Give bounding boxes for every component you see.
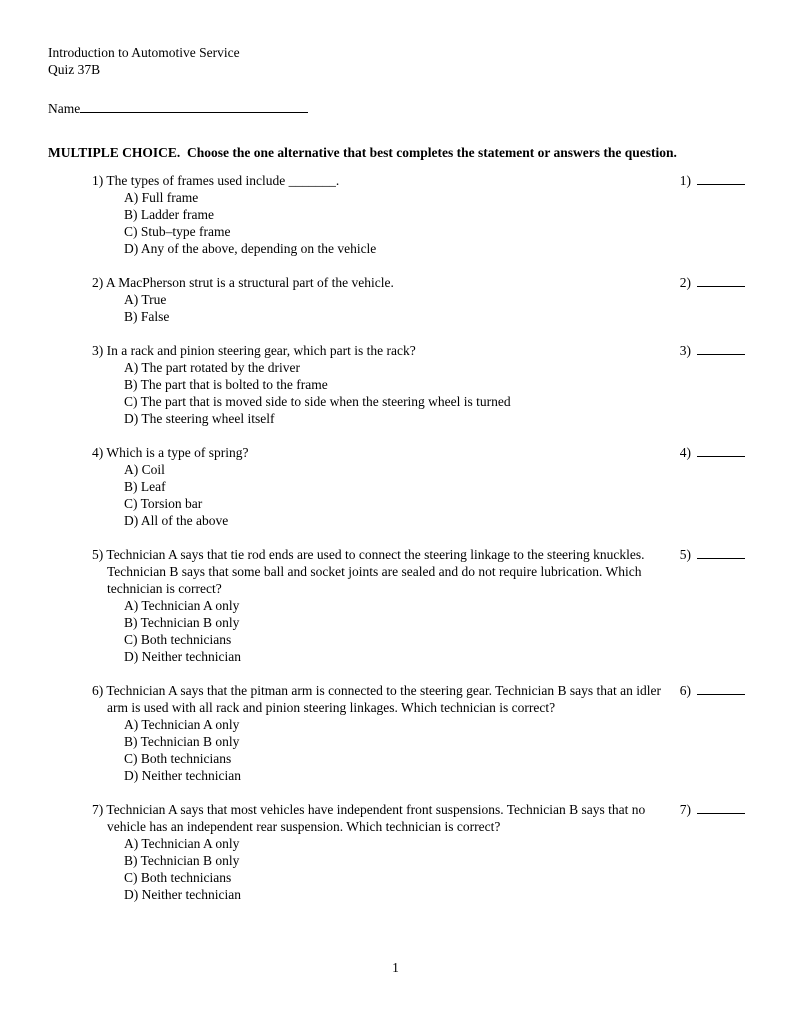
choice: C) The part that is moved side to side when the steering wheel is turned xyxy=(124,394,511,409)
choice: B) Leaf xyxy=(124,479,166,494)
answer-blank-line xyxy=(697,274,745,287)
answer-slot-1 xyxy=(680,172,745,189)
question-number: 2) xyxy=(92,275,104,290)
answer-slot-3 xyxy=(680,342,745,359)
question-4-choices xyxy=(124,461,668,529)
question-text: Technician A says that the pitman arm is connected to the steering gear. Technician B says that an idler arm is used with all rack and pinion steering linkages. Which technician is correct? xyxy=(106,683,661,715)
question-3 xyxy=(92,342,745,427)
choice: D) Neither technician xyxy=(124,768,241,783)
question-stem xyxy=(92,682,668,716)
question-number: 1) xyxy=(92,173,104,188)
choice: D) Neither technician xyxy=(124,649,241,664)
choice: A) True xyxy=(124,292,167,307)
question-1 xyxy=(92,172,745,257)
question-3-body xyxy=(92,342,668,427)
answer-slot-2 xyxy=(680,274,745,291)
question-number: 5) xyxy=(92,547,104,562)
question-6 xyxy=(92,682,745,784)
choice: A) Technician A only xyxy=(124,836,240,851)
question-text: Which is a type of spring? xyxy=(106,445,249,460)
choice: C) Both technicians xyxy=(124,632,232,647)
choice: B) False xyxy=(124,309,170,324)
answer-number: 5) xyxy=(679,547,691,562)
choice: A) Technician A only xyxy=(124,598,240,613)
choice: B) Ladder frame xyxy=(124,207,214,222)
question-2-body xyxy=(92,274,668,325)
choice: B) Technician B only xyxy=(124,615,240,630)
quiz-title: Quiz 37B xyxy=(48,62,101,77)
question-5-body xyxy=(92,546,668,665)
choice: A) Technician A only xyxy=(124,717,240,732)
name-row xyxy=(48,100,745,117)
question-1-body xyxy=(92,172,668,257)
choice: A) Coil xyxy=(124,462,165,477)
question-number: 7) xyxy=(92,802,104,817)
choice: D) The steering wheel itself xyxy=(124,411,275,426)
answer-number: 7) xyxy=(679,802,691,817)
choice: C) Torsion bar xyxy=(124,496,203,511)
question-text: In a rack and pinion steering gear, which part is the rack? xyxy=(106,343,416,358)
question-1-choices xyxy=(124,189,668,257)
choice: D) All of the above xyxy=(124,513,229,528)
question-number: 3) xyxy=(92,343,104,358)
choice: A) Full frame xyxy=(124,190,199,205)
answer-number: 1) xyxy=(679,173,691,188)
question-stem xyxy=(92,546,668,597)
answer-number: 6) xyxy=(679,683,691,698)
answer-slot-5 xyxy=(680,546,745,563)
question-4 xyxy=(92,444,745,529)
question-5 xyxy=(92,546,745,665)
answer-blank-line xyxy=(697,172,745,185)
answer-blank-line xyxy=(697,801,745,814)
answer-slot-7 xyxy=(680,801,745,818)
choice: C) Both technicians xyxy=(124,751,232,766)
question-7-choices xyxy=(124,835,668,903)
question-stem xyxy=(92,172,668,189)
question-text: Technician A says that most vehicles have independent front suspensions. Technician B says that no vehicle has an independent rear suspension. Which technician is correct? xyxy=(106,802,646,834)
question-number: 4) xyxy=(92,445,104,460)
answer-blank-line xyxy=(697,546,745,559)
choice: D) Any of the above, depending on the vehicle xyxy=(124,241,377,256)
answer-number: 2) xyxy=(679,275,691,290)
choice: B) The part that is bolted to the frame xyxy=(124,377,328,392)
question-4-body xyxy=(92,444,668,529)
choice: B) Technician B only xyxy=(124,853,240,868)
answer-slot-6 xyxy=(680,682,745,699)
answer-blank-line xyxy=(697,342,745,355)
question-stem xyxy=(92,342,668,359)
answer-number: 3) xyxy=(679,343,691,358)
question-6-choices xyxy=(124,716,668,784)
question-number: 6) xyxy=(92,683,104,698)
question-6-body xyxy=(92,682,668,784)
answer-blank-line xyxy=(697,444,745,457)
question-5-choices xyxy=(124,597,668,665)
choice: C) Both technicians xyxy=(124,870,232,885)
question-stem xyxy=(92,801,668,835)
name-label: Name xyxy=(48,101,81,116)
answer-number: 4) xyxy=(679,445,691,460)
question-stem xyxy=(92,274,668,291)
name-blank-line xyxy=(80,100,308,113)
answer-slot-4 xyxy=(680,444,745,461)
page-number: 1 xyxy=(392,960,399,975)
document-header xyxy=(48,44,745,78)
choice: B) Technician B only xyxy=(124,734,240,749)
course-title: Introduction to Automotive Service xyxy=(48,45,240,60)
choice: C) Stub–type frame xyxy=(124,224,231,239)
answer-blank-line xyxy=(697,682,745,695)
choice: D) Neither technician xyxy=(124,887,241,902)
choice: A) The part rotated by the driver xyxy=(124,360,300,375)
question-3-choices xyxy=(124,359,668,427)
question-2 xyxy=(92,274,745,325)
question-text: The types of frames used include _______. xyxy=(106,173,340,188)
question-7-body xyxy=(92,801,668,903)
question-text: A MacPherson strut is a structural part of the vehicle. xyxy=(105,275,394,290)
instructions: MULTIPLE CHOICE. Choose the one alternative that best completes the statement or answers the question. xyxy=(48,145,677,160)
question-7 xyxy=(92,801,745,903)
question-stem xyxy=(92,444,668,461)
question-text: Technician A says that tie rod ends are used to connect the steering linkage to the steering knuckles. Technician B says that some ball and socket joints are sealed and do not require lubrication. Which technician is correct? xyxy=(106,547,645,596)
question-2-choices xyxy=(124,291,668,325)
